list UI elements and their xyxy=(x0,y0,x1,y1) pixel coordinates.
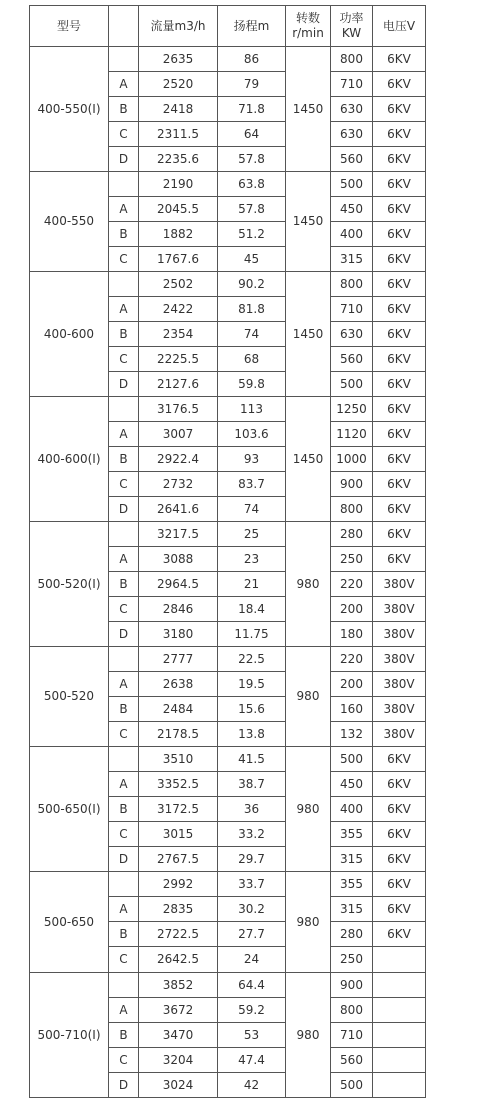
head-cell: 74 xyxy=(218,497,286,522)
header-speed-line1: 转数 xyxy=(295,11,320,25)
sub-model-cell: D xyxy=(109,1073,139,1098)
table-row xyxy=(30,47,426,72)
head-cell: 11.75 xyxy=(218,622,286,647)
sub-model-cell: B xyxy=(109,322,139,347)
model-cell: 500-520(I) xyxy=(30,522,109,647)
head-cell: 42 xyxy=(218,1073,286,1098)
flow-cell: 2922.4 xyxy=(139,447,218,472)
table-row xyxy=(30,397,426,422)
voltage-cell: 380V xyxy=(373,672,426,697)
head-cell: 81.8 xyxy=(218,297,286,322)
head-cell: 79 xyxy=(218,72,286,97)
sub-model-cell: B xyxy=(109,97,139,122)
head-cell: 93 xyxy=(218,447,286,472)
voltage-cell: 6KV xyxy=(373,47,426,72)
voltage-cell: 6KV xyxy=(373,447,426,472)
power-cell: 630 xyxy=(331,122,373,147)
flow-cell: 2835 xyxy=(139,897,218,922)
sub-model-cell xyxy=(109,973,139,998)
speed-cell: 980 xyxy=(286,522,331,647)
sub-model-cell: A xyxy=(109,547,139,572)
sub-model-cell: C xyxy=(109,947,139,973)
sub-model-cell: C xyxy=(109,1048,139,1073)
head-cell: 59.2 xyxy=(218,998,286,1023)
table-row xyxy=(30,973,426,998)
power-cell: 630 xyxy=(331,322,373,347)
voltage-cell: 6KV xyxy=(373,822,426,847)
sub-model-cell xyxy=(109,47,139,72)
power-cell: 450 xyxy=(331,772,373,797)
header-head: 扬程m xyxy=(218,6,286,47)
power-cell: 220 xyxy=(331,647,373,672)
head-cell: 18.4 xyxy=(218,597,286,622)
header-power-line2: KW xyxy=(341,26,362,40)
table-row xyxy=(30,647,426,672)
header-voltage: 电压V xyxy=(373,6,426,47)
flow-cell: 3180 xyxy=(139,622,218,647)
speed-cell: 1450 xyxy=(286,397,331,522)
head-cell: 86 xyxy=(218,47,286,72)
speed-cell: 980 xyxy=(286,872,331,973)
power-cell: 900 xyxy=(331,472,373,497)
voltage-cell xyxy=(373,1048,426,1073)
flow-cell: 2354 xyxy=(139,322,218,347)
power-cell: 800 xyxy=(331,497,373,522)
voltage-cell: 380V xyxy=(373,597,426,622)
head-cell: 47.4 xyxy=(218,1048,286,1073)
head-cell: 22.5 xyxy=(218,647,286,672)
head-cell: 21 xyxy=(218,572,286,597)
power-cell: 500 xyxy=(331,1073,373,1098)
table-body xyxy=(30,47,426,1098)
head-cell: 74 xyxy=(218,322,286,347)
power-cell: 800 xyxy=(331,998,373,1023)
power-cell: 710 xyxy=(331,1023,373,1048)
power-cell: 1250 xyxy=(331,397,373,422)
sub-model-cell xyxy=(109,272,139,297)
flow-cell: 2992 xyxy=(139,872,218,897)
voltage-cell: 6KV xyxy=(373,747,426,772)
sub-model-cell xyxy=(109,647,139,672)
flow-cell: 2638 xyxy=(139,672,218,697)
model-cell: 500-650 xyxy=(30,872,109,973)
flow-cell: 3172.5 xyxy=(139,797,218,822)
head-cell: 57.8 xyxy=(218,147,286,172)
sub-model-cell xyxy=(109,172,139,197)
voltage-cell: 380V xyxy=(373,572,426,597)
head-cell: 30.2 xyxy=(218,897,286,922)
model-cell: 400-550 xyxy=(30,172,109,272)
head-cell: 64 xyxy=(218,122,286,147)
flow-cell: 2964.5 xyxy=(139,572,218,597)
header-speed-line2: r/min xyxy=(292,26,324,40)
power-cell: 500 xyxy=(331,172,373,197)
flow-cell: 2045.5 xyxy=(139,197,218,222)
sub-model-cell: A xyxy=(109,297,139,322)
sub-model-cell: A xyxy=(109,197,139,222)
head-cell: 45 xyxy=(218,247,286,272)
voltage-cell: 6KV xyxy=(373,197,426,222)
table-row xyxy=(30,872,426,897)
voltage-cell: 6KV xyxy=(373,97,426,122)
flow-cell: 1767.6 xyxy=(139,247,218,272)
power-cell: 450 xyxy=(331,197,373,222)
power-cell: 160 xyxy=(331,697,373,722)
power-cell: 710 xyxy=(331,72,373,97)
head-cell: 63.8 xyxy=(218,172,286,197)
head-cell: 36 xyxy=(218,797,286,822)
speed-cell: 1450 xyxy=(286,272,331,397)
power-cell: 180 xyxy=(331,622,373,647)
sub-model-cell: B xyxy=(109,222,139,247)
head-cell: 71.8 xyxy=(218,97,286,122)
voltage-cell: 6KV xyxy=(373,472,426,497)
sub-model-cell: B xyxy=(109,572,139,597)
power-cell: 280 xyxy=(331,922,373,947)
sub-model-cell xyxy=(109,872,139,897)
flow-cell: 2178.5 xyxy=(139,722,218,747)
head-cell: 68 xyxy=(218,347,286,372)
flow-cell: 2767.5 xyxy=(139,847,218,872)
sub-model-cell: C xyxy=(109,122,139,147)
voltage-cell: 380V xyxy=(373,647,426,672)
voltage-cell: 6KV xyxy=(373,372,426,397)
flow-cell: 2722.5 xyxy=(139,922,218,947)
sub-model-cell xyxy=(109,747,139,772)
head-cell: 103.6 xyxy=(218,422,286,447)
head-cell: 64.4 xyxy=(218,973,286,998)
power-cell: 220 xyxy=(331,572,373,597)
model-cell: 400-600(I) xyxy=(30,397,109,522)
voltage-cell: 6KV xyxy=(373,222,426,247)
power-cell: 500 xyxy=(331,747,373,772)
flow-cell: 3007 xyxy=(139,422,218,447)
sub-model-cell: B xyxy=(109,922,139,947)
flow-cell: 2484 xyxy=(139,697,218,722)
head-cell: 113 xyxy=(218,397,286,422)
flow-cell: 2190 xyxy=(139,172,218,197)
head-cell: 59.8 xyxy=(218,372,286,397)
speed-cell: 1450 xyxy=(286,47,331,172)
sub-model-cell: B xyxy=(109,797,139,822)
sub-model-cell: D xyxy=(109,147,139,172)
head-cell: 53 xyxy=(218,1023,286,1048)
voltage-cell: 6KV xyxy=(373,497,426,522)
voltage-cell: 6KV xyxy=(373,772,426,797)
speed-cell: 1450 xyxy=(286,172,331,272)
sub-model-cell: C xyxy=(109,597,139,622)
header-sub xyxy=(109,6,139,47)
head-cell: 25 xyxy=(218,522,286,547)
power-cell: 355 xyxy=(331,822,373,847)
flow-cell: 2225.5 xyxy=(139,347,218,372)
voltage-cell: 6KV xyxy=(373,147,426,172)
flow-cell: 3510 xyxy=(139,747,218,772)
flow-cell: 3672 xyxy=(139,998,218,1023)
voltage-cell: 6KV xyxy=(373,922,426,947)
sub-model-cell: A xyxy=(109,897,139,922)
head-cell: 33.7 xyxy=(218,872,286,897)
voltage-cell: 6KV xyxy=(373,522,426,547)
head-cell: 90.2 xyxy=(218,272,286,297)
sub-model-cell: C xyxy=(109,822,139,847)
flow-cell: 2418 xyxy=(139,97,218,122)
head-cell: 13.8 xyxy=(218,722,286,747)
sub-model-cell: A xyxy=(109,422,139,447)
header-speed xyxy=(286,6,331,47)
model-cell: 500-710(I) xyxy=(30,973,109,1098)
voltage-cell: 6KV xyxy=(373,872,426,897)
flow-cell: 3204 xyxy=(139,1048,218,1073)
flow-cell: 3470 xyxy=(139,1023,218,1048)
power-cell: 800 xyxy=(331,47,373,72)
voltage-cell: 6KV xyxy=(373,397,426,422)
power-cell: 280 xyxy=(331,522,373,547)
flow-cell: 2520 xyxy=(139,72,218,97)
voltage-cell: 6KV xyxy=(373,172,426,197)
header-flow: 流量m3/h xyxy=(139,6,218,47)
flow-cell: 2235.6 xyxy=(139,147,218,172)
power-cell: 315 xyxy=(331,897,373,922)
header-power-line1: 功率 xyxy=(339,11,364,25)
flow-cell: 3852 xyxy=(139,973,218,998)
flow-cell: 2642.5 xyxy=(139,947,218,973)
head-cell: 15.6 xyxy=(218,697,286,722)
head-cell: 51.2 xyxy=(218,222,286,247)
flow-cell: 3024 xyxy=(139,1073,218,1098)
voltage-cell: 6KV xyxy=(373,547,426,572)
voltage-cell xyxy=(373,973,426,998)
flow-cell: 3217.5 xyxy=(139,522,218,547)
head-cell: 24 xyxy=(218,947,286,973)
power-cell: 315 xyxy=(331,847,373,872)
flow-cell: 2502 xyxy=(139,272,218,297)
voltage-cell xyxy=(373,1073,426,1098)
voltage-cell xyxy=(373,1023,426,1048)
pump-spec-table xyxy=(29,5,426,1098)
head-cell: 83.7 xyxy=(218,472,286,497)
sub-model-cell: C xyxy=(109,347,139,372)
model-cell: 400-550(I) xyxy=(30,47,109,172)
flow-cell: 2422 xyxy=(139,297,218,322)
sub-model-cell: D xyxy=(109,622,139,647)
power-cell: 560 xyxy=(331,347,373,372)
power-cell: 1000 xyxy=(331,447,373,472)
flow-cell: 2635 xyxy=(139,47,218,72)
sub-model-cell xyxy=(109,522,139,547)
sub-model-cell: B xyxy=(109,697,139,722)
head-cell: 38.7 xyxy=(218,772,286,797)
model-cell: 500-650(I) xyxy=(30,747,109,872)
power-cell: 1120 xyxy=(331,422,373,447)
voltage-cell: 380V xyxy=(373,622,426,647)
voltage-cell: 380V xyxy=(373,722,426,747)
voltage-cell: 6KV xyxy=(373,347,426,372)
voltage-cell: 6KV xyxy=(373,297,426,322)
voltage-cell: 6KV xyxy=(373,72,426,97)
sub-model-cell: C xyxy=(109,247,139,272)
header-power xyxy=(331,6,373,47)
power-cell: 400 xyxy=(331,222,373,247)
sub-model-cell: A xyxy=(109,672,139,697)
voltage-cell: 6KV xyxy=(373,797,426,822)
flow-cell: 1882 xyxy=(139,222,218,247)
sub-model-cell: B xyxy=(109,447,139,472)
power-cell: 400 xyxy=(331,797,373,822)
sub-model-cell: C xyxy=(109,722,139,747)
sub-model-cell: A xyxy=(109,998,139,1023)
power-cell: 900 xyxy=(331,973,373,998)
flow-cell: 3352.5 xyxy=(139,772,218,797)
flow-cell: 2641.6 xyxy=(139,497,218,522)
voltage-cell: 6KV xyxy=(373,847,426,872)
sub-model-cell: A xyxy=(109,772,139,797)
header-row xyxy=(30,6,426,47)
voltage-cell: 6KV xyxy=(373,247,426,272)
head-cell: 23 xyxy=(218,547,286,572)
power-cell: 630 xyxy=(331,97,373,122)
sub-model-cell: A xyxy=(109,72,139,97)
voltage-cell xyxy=(373,998,426,1023)
flow-cell: 3088 xyxy=(139,547,218,572)
power-cell: 800 xyxy=(331,272,373,297)
flow-cell: 2777 xyxy=(139,647,218,672)
sub-model-cell: B xyxy=(109,1023,139,1048)
flow-cell: 3015 xyxy=(139,822,218,847)
speed-cell: 980 xyxy=(286,647,331,747)
voltage-cell: 6KV xyxy=(373,122,426,147)
voltage-cell: 6KV xyxy=(373,422,426,447)
head-cell: 33.2 xyxy=(218,822,286,847)
sub-model-cell xyxy=(109,397,139,422)
power-cell: 710 xyxy=(331,297,373,322)
speed-cell: 980 xyxy=(286,747,331,872)
voltage-cell xyxy=(373,947,426,973)
head-cell: 57.8 xyxy=(218,197,286,222)
power-cell: 200 xyxy=(331,597,373,622)
power-cell: 250 xyxy=(331,547,373,572)
sub-model-cell: D xyxy=(109,372,139,397)
voltage-cell: 6KV xyxy=(373,322,426,347)
power-cell: 250 xyxy=(331,947,373,973)
power-cell: 500 xyxy=(331,372,373,397)
power-cell: 200 xyxy=(331,672,373,697)
head-cell: 29.7 xyxy=(218,847,286,872)
sub-model-cell: D xyxy=(109,497,139,522)
sub-model-cell: D xyxy=(109,847,139,872)
table-row xyxy=(30,172,426,197)
header-model: 型号 xyxy=(30,6,109,47)
flow-cell: 2127.6 xyxy=(139,372,218,397)
table-row xyxy=(30,747,426,772)
head-cell: 27.7 xyxy=(218,922,286,947)
flow-cell: 2732 xyxy=(139,472,218,497)
power-cell: 560 xyxy=(331,147,373,172)
head-cell: 41.5 xyxy=(218,747,286,772)
speed-cell: 980 xyxy=(286,973,331,1098)
model-cell: 500-520 xyxy=(30,647,109,747)
voltage-cell: 6KV xyxy=(373,897,426,922)
power-cell: 355 xyxy=(331,872,373,897)
power-cell: 132 xyxy=(331,722,373,747)
flow-cell: 2846 xyxy=(139,597,218,622)
head-cell: 19.5 xyxy=(218,672,286,697)
sub-model-cell: C xyxy=(109,472,139,497)
table-row xyxy=(30,272,426,297)
table-row xyxy=(30,522,426,547)
power-cell: 560 xyxy=(331,1048,373,1073)
voltage-cell: 6KV xyxy=(373,272,426,297)
power-cell: 315 xyxy=(331,247,373,272)
voltage-cell: 380V xyxy=(373,697,426,722)
flow-cell: 3176.5 xyxy=(139,397,218,422)
flow-cell: 2311.5 xyxy=(139,122,218,147)
model-cell: 400-600 xyxy=(30,272,109,397)
